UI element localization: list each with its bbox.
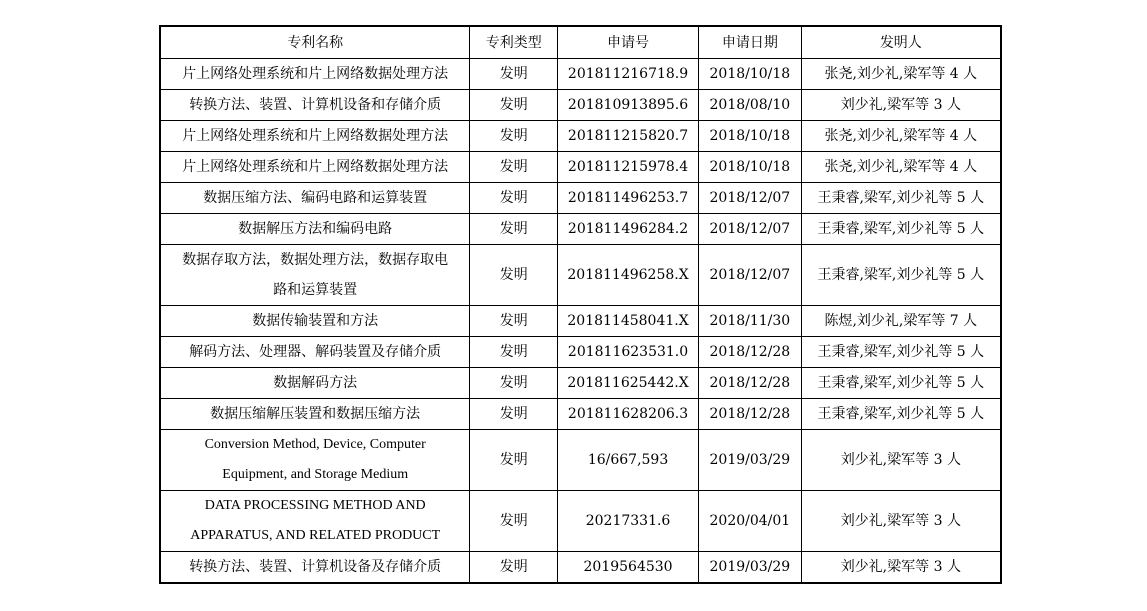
cell-application-number: 201811215978.4 — [558, 152, 699, 183]
cell-inventors: 王秉睿,梁军,刘少礼等 5 人 — [801, 245, 1001, 306]
cell-application-date: 2018/12/07 — [699, 245, 802, 306]
cell-inventors: 张尧,刘少礼,梁军等 4 人 — [801, 152, 1001, 183]
cell-patent-type: 发明 — [470, 214, 558, 245]
patent-table — [159, 25, 1002, 584]
header-inventors: 发明人 — [801, 26, 1001, 59]
cell-patent-name: 片上网络处理系统和片上网络数据处理方法 — [160, 59, 470, 90]
cell-patent-type: 发明 — [470, 399, 558, 430]
cell-application-date: 2018/10/18 — [699, 59, 802, 90]
cell-patent-name: 解码方法、处理器、解码装置及存储介质 — [160, 337, 470, 368]
cell-application-number: 2019564530 — [558, 552, 699, 584]
cell-application-date: 2018/08/10 — [699, 90, 802, 121]
cell-application-number: 201811496258.X — [558, 245, 699, 306]
table-row — [160, 59, 1001, 90]
table-row — [160, 90, 1001, 121]
cell-patent-type: 发明 — [470, 552, 558, 584]
cell-patent-name: 转换方法、装置、计算机设备及存储介质 — [160, 552, 470, 584]
cell-patent-type: 发明 — [470, 430, 558, 491]
table-row — [160, 183, 1001, 214]
cell-application-number: 201811496253.7 — [558, 183, 699, 214]
cell-inventors: 王秉睿,梁军,刘少礼等 5 人 — [801, 183, 1001, 214]
table-row — [160, 152, 1001, 183]
cell-application-date: 2020/04/01 — [699, 491, 802, 552]
cell-patent-type: 发明 — [470, 337, 558, 368]
cell-application-number: 20217331.6 — [558, 491, 699, 552]
cell-inventors: 王秉睿,梁军,刘少礼等 5 人 — [801, 368, 1001, 399]
cell-patent-name: 数据传输装置和方法 — [160, 306, 470, 337]
cell-application-date: 2018/11/30 — [699, 306, 802, 337]
cell-inventors: 张尧,刘少礼,梁军等 4 人 — [801, 121, 1001, 152]
cell-patent-name-line: DATA PROCESSING METHOD AND — [204, 498, 426, 513]
table-header-row — [160, 26, 1001, 59]
cell-patent-name-line: APPARATUS, AND RELATED PRODUCT — [190, 528, 441, 543]
cell-inventors: 刘少礼,梁军等 3 人 — [801, 552, 1001, 584]
cell-patent-name-line: 数据存取方法，数据处理方法，数据存取电 — [182, 252, 449, 268]
cell-patent-name: 数据压缩解压装置和数据压缩方法 — [160, 399, 470, 430]
cell-patent-type: 发明 — [470, 245, 558, 306]
cell-patent-name-line: 路和运算装置 — [273, 282, 358, 298]
cell-application-number: 201811623531.0 — [558, 337, 699, 368]
header-application-number: 申请号 — [558, 26, 699, 59]
cell-inventors: 王秉睿,梁军,刘少礼等 5 人 — [801, 214, 1001, 245]
cell-patent-type: 发明 — [470, 368, 558, 399]
cell-application-date: 2019/03/29 — [699, 430, 802, 491]
patent-table-container — [159, 25, 1002, 584]
cell-application-number: 201811628206.3 — [558, 399, 699, 430]
table-row — [160, 214, 1001, 245]
cell-patent-name: 数据压缩方法、编码电路和运算装置 — [160, 183, 470, 214]
cell-patent-name-line: Equipment, and Storage Medium — [222, 467, 409, 482]
cell-application-date: 2018/10/18 — [699, 152, 802, 183]
cell-application-number: 201811216718.9 — [558, 59, 699, 90]
cell-application-date: 2018/12/07 — [699, 183, 802, 214]
cell-patent-name — [160, 430, 470, 491]
cell-patent-name: 数据解压方法和编码电路 — [160, 214, 470, 245]
cell-application-number: 201811215820.7 — [558, 121, 699, 152]
cell-patent-type: 发明 — [470, 121, 558, 152]
header-patent-type: 专利类型 — [470, 26, 558, 59]
table-row — [160, 552, 1001, 584]
cell-application-number: 201811625442.X — [558, 368, 699, 399]
cell-inventors: 王秉睿,梁军,刘少礼等 5 人 — [801, 337, 1001, 368]
cell-patent-name-line: Conversion Method, Device, Computer — [204, 437, 426, 452]
cell-patent-name: 转换方法、装置、计算机设备和存储介质 — [160, 90, 470, 121]
cell-patent-type: 发明 — [470, 491, 558, 552]
cell-application-date: 2019/03/29 — [699, 552, 802, 584]
cell-patent-type: 发明 — [470, 90, 558, 121]
cell-inventors: 刘少礼,梁军等 3 人 — [801, 430, 1001, 491]
cell-application-date: 2018/12/28 — [699, 337, 802, 368]
cell-inventors: 张尧,刘少礼,梁军等 4 人 — [801, 59, 1001, 90]
cell-patent-name — [160, 491, 470, 552]
table-row — [160, 491, 1001, 552]
table-row — [160, 245, 1001, 306]
cell-application-date: 2018/12/28 — [699, 399, 802, 430]
cell-patent-type: 发明 — [470, 59, 558, 90]
cell-patent-name: 数据解码方法 — [160, 368, 470, 399]
table-row — [160, 337, 1001, 368]
table-row — [160, 430, 1001, 491]
cell-patent-type: 发明 — [470, 306, 558, 337]
cell-inventors: 刘少礼,梁军等 3 人 — [801, 491, 1001, 552]
table-row — [160, 399, 1001, 430]
cell-patent-type: 发明 — [470, 152, 558, 183]
table-row — [160, 368, 1001, 399]
cell-application-date: 2018/12/28 — [699, 368, 802, 399]
cell-application-date: 2018/12/07 — [699, 214, 802, 245]
cell-patent-name: 片上网络处理系统和片上网络数据处理方法 — [160, 121, 470, 152]
header-application-date: 申请日期 — [699, 26, 802, 59]
cell-application-number: 201810913895.6 — [558, 90, 699, 121]
cell-application-date: 2018/10/18 — [699, 121, 802, 152]
table-row — [160, 306, 1001, 337]
cell-inventors: 王秉睿,梁军,刘少礼等 5 人 — [801, 399, 1001, 430]
cell-application-number: 201811496284.2 — [558, 214, 699, 245]
cell-application-number: 201811458041.X — [558, 306, 699, 337]
cell-application-number: 16/667,593 — [558, 430, 699, 491]
cell-inventors: 陈煜,刘少礼,梁军等 7 人 — [801, 306, 1001, 337]
header-patent-name: 专利名称 — [160, 26, 470, 59]
cell-inventors: 刘少礼,梁军等 3 人 — [801, 90, 1001, 121]
cell-patent-name — [160, 245, 470, 306]
table-row — [160, 121, 1001, 152]
cell-patent-name: 片上网络处理系统和片上网络数据处理方法 — [160, 152, 470, 183]
cell-patent-type: 发明 — [470, 183, 558, 214]
